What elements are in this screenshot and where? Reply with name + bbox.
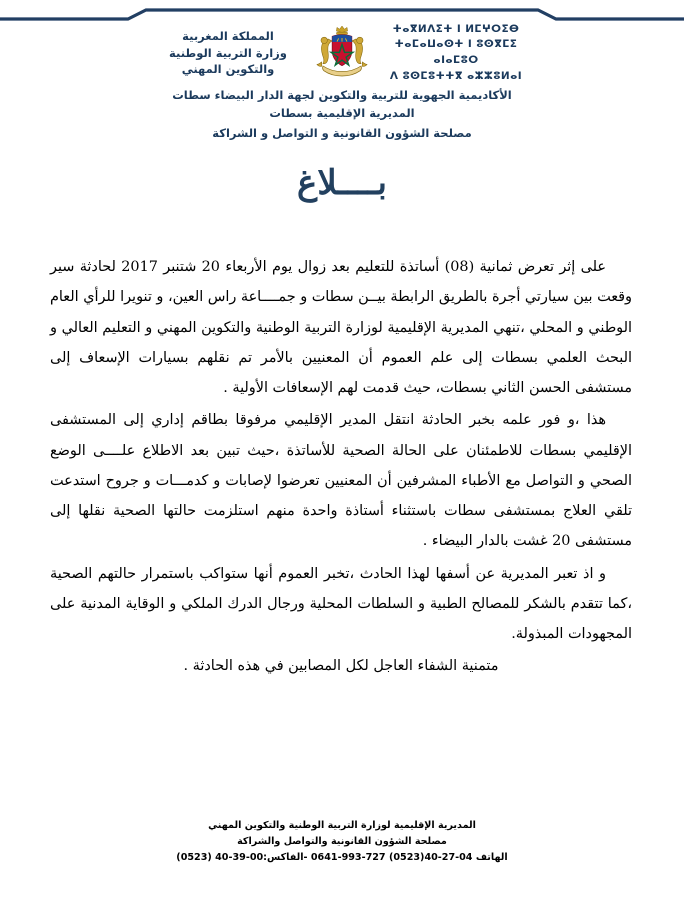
document-body bbox=[50, 252, 632, 684]
document-header bbox=[0, 22, 684, 144]
tifinagh-line-2: ⵜⴰⵎⴰⵡⴰⵙⵜ ⵏ ⵓⵙⴳⵎⵉ ⴰⵏⴰⵎⵓⵔ bbox=[394, 38, 518, 66]
arabic-ministry-block bbox=[153, 28, 303, 78]
tifinagh-ministry-block bbox=[381, 22, 531, 85]
header-crest-row bbox=[0, 22, 684, 84]
footer-line-2: مصلحة الشؤون القانونية والتواصل والشراكة bbox=[237, 835, 447, 847]
service-line: مصلحة الشؤون القانونية و التواصل و الشراكة bbox=[212, 125, 472, 140]
tifinagh-line-1: ⵜⴰⴳⵍⴷⵉⵜ ⵏ ⵍⵎⵖⵔⵉⴱ bbox=[392, 22, 520, 35]
ministry-line-2: وزارة التربية الوطنية bbox=[169, 45, 287, 60]
body-paragraph-4: متمنية الشفاء العاجل لكل المصابين في هذه الحادثة . bbox=[183, 658, 499, 675]
body-paragraph-3: و اذ تعبر المديرية عن أسفها لهذا الحادث ،تخبر العموم أنها ستواكب باستمرار حالتهم الصحية ،كما تتقدم بالشكر للمصالح الطبية و السلطات المحلية ورجال الدرك الملكي و الوقاية المدنية على المجهودات المبذولة. bbox=[50, 565, 632, 642]
page-title: بــــلاغ bbox=[297, 163, 387, 203]
ministry-line-1: المملكة المغربية bbox=[182, 28, 274, 43]
footer-contact-line: الهاتف 04-27-40(0523) 727-993-0641 -الفاكس:00-39-40 (0523) bbox=[176, 851, 508, 863]
ministry-line-3: والتكوين المهني bbox=[181, 62, 275, 77]
moroccan-coat-of-arms-icon bbox=[311, 22, 373, 84]
document-footer bbox=[0, 818, 684, 865]
provincial-directorate-line: المديرية الإقليمية بسطات bbox=[269, 105, 415, 120]
body-paragraph-1: على إثر تعرض ثمانية (08) أساتذة للتعليم بعد زوال يوم الأربعاء 20 شتنبر 2017 لحادثة سير وقعت بين سيارتي أجرة بالطريق الرابطة بيــن سطات و جمــــاعة راس العين، و تنويرا للرأي العام الوطني و المحلي ،تنهي المديرية الإقليمية لوزارة التربية الوطنية والتكوين المهني و التعليم العالي و البحث العلمي بسطات إلى علم العموم أن المعنيين بالأمر تم نقلهم بسيارات الإسعاف إلى مستشفى الحسن الثاني بسطات، حيث قدمت لهم الإسعافات الأولية . bbox=[50, 259, 632, 396]
body-paragraph-2: هذا ،و فور علمه بخبر الحادثة انتقل المدير الإقليمي مرفوقا بطاقم إداري إلى المستشفى الإقليمي بسطات للاطمئنان على الحالة الصحية للأساتذة ،حيث تبين بعد الاطلاع علــــى الوضع الصحي و التواصل مع الأطباء المشرفين أن المعنيين تعرضوا لإصابات و كدمـــات و جروح استدعت تلقي العلاج بمستشفى سطات باستثناء أستاذة واحدة منهم استلزمت حالتها الصحية نقلها إلى مستشفى 20 غشت بالدار البيضاء . bbox=[50, 412, 632, 550]
organization-lines bbox=[0, 87, 684, 144]
tifinagh-line-3: ⴷ ⵓⵙⵎⵓⵜⵜⴳ ⴰⵣⵣⵓⵍⴰⵏ bbox=[389, 69, 523, 82]
footer-line-1: المديرية الإقليمية لوزارة التربية الوطنية والتكوين المهني bbox=[208, 820, 476, 831]
academy-line: الأكاديمية الجهوية للتربية والتكوين لجهة الدار البيضاء سطات bbox=[172, 88, 512, 102]
